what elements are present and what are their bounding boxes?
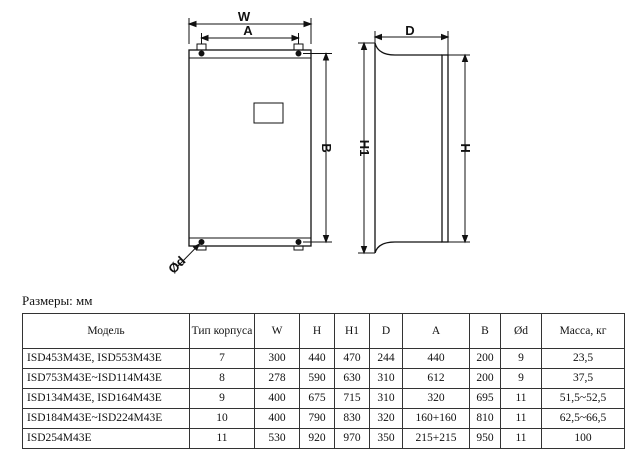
table-header-row	[23, 314, 625, 349]
table-cell: 310	[370, 369, 403, 389]
table-cell: 11	[501, 389, 542, 409]
table-row	[23, 369, 625, 389]
table-cell: 160+160	[403, 409, 470, 429]
table-cell: 830	[335, 409, 370, 429]
label-od: Ød	[165, 253, 189, 277]
table-cell: 8	[190, 369, 255, 389]
table-cell: 530	[255, 429, 300, 449]
table-cell: 23,5	[542, 349, 625, 369]
table-cell: 7	[190, 349, 255, 369]
table-cell: 790	[300, 409, 335, 429]
table-cell: 10	[190, 409, 255, 429]
header-w: W	[255, 314, 300, 349]
table-cell: 11	[190, 429, 255, 449]
side-view	[358, 31, 470, 253]
front-view	[178, 18, 332, 266]
table-cell: 970	[335, 429, 370, 449]
table-cell: 630	[335, 369, 370, 389]
header-h1: H1	[335, 314, 370, 349]
table-cell: ISD753M43E~ISD114M43E	[23, 369, 190, 389]
header-a: A	[403, 314, 470, 349]
header-h: H	[300, 314, 335, 349]
table-cell: 440	[403, 349, 470, 369]
table-cell: ISD453M43E, ISD553M43E	[23, 349, 190, 369]
table-cell: 810	[470, 409, 501, 429]
table-row	[23, 349, 625, 369]
table-cell: ISD134M43E, ISD164M43E	[23, 389, 190, 409]
table-cell: 320	[370, 409, 403, 429]
table-cell: 310	[370, 389, 403, 409]
header-d: D	[370, 314, 403, 349]
label-h1: H1	[357, 139, 372, 157]
header-model: Модель	[23, 314, 190, 349]
table-cell: 350	[370, 429, 403, 449]
table-cell: 9	[190, 389, 255, 409]
table-cell: 51,5~52,5	[542, 389, 625, 409]
header-frame-type: Тип корпуса	[190, 314, 255, 349]
table-cell: 200	[470, 349, 501, 369]
table-cell: 920	[300, 429, 335, 449]
table-cell: 400	[255, 389, 300, 409]
header-mass: Масса, кг	[542, 314, 625, 349]
table-cell: 62,5~66,5	[542, 409, 625, 429]
table-cell: 100	[542, 429, 625, 449]
table-cell: 11	[501, 409, 542, 429]
label-h: H	[458, 143, 473, 153]
table-cell: 590	[300, 369, 335, 389]
table-cell: 715	[335, 389, 370, 409]
table-cell: 244	[370, 349, 403, 369]
table-cell: 675	[300, 389, 335, 409]
table-cell: 11	[501, 429, 542, 449]
display-window	[254, 103, 283, 123]
table-cell: ISD254M43E	[23, 429, 190, 449]
table-cell: 695	[470, 389, 501, 409]
dimensions-caption: Размеры: мм	[22, 293, 93, 308]
header-od: Ød	[501, 314, 542, 349]
table-cell: 440	[300, 349, 335, 369]
table-row	[23, 389, 625, 409]
table-cell: 215+215	[403, 429, 470, 449]
table-row	[23, 409, 625, 429]
table-cell: ISD184M43E~ISD224M43E	[23, 409, 190, 429]
label-w: W	[237, 9, 251, 24]
header-b: B	[470, 314, 501, 349]
table-cell: 400	[255, 409, 300, 429]
table-cell: 612	[403, 369, 470, 389]
table-cell: 37,5	[542, 369, 625, 389]
table-cell: 320	[403, 389, 470, 409]
label-a: A	[243, 23, 253, 38]
table-cell: 9	[501, 349, 542, 369]
table-cell: 470	[335, 349, 370, 369]
table-cell: 9	[501, 369, 542, 389]
table-row	[23, 429, 625, 449]
table-cell: 200	[470, 369, 501, 389]
table-cell: 300	[255, 349, 300, 369]
label-b: B	[319, 143, 334, 153]
dimensions-table	[22, 313, 625, 449]
table-cell: 950	[470, 429, 501, 449]
table-cell: 278	[255, 369, 300, 389]
label-d: D	[405, 23, 415, 38]
